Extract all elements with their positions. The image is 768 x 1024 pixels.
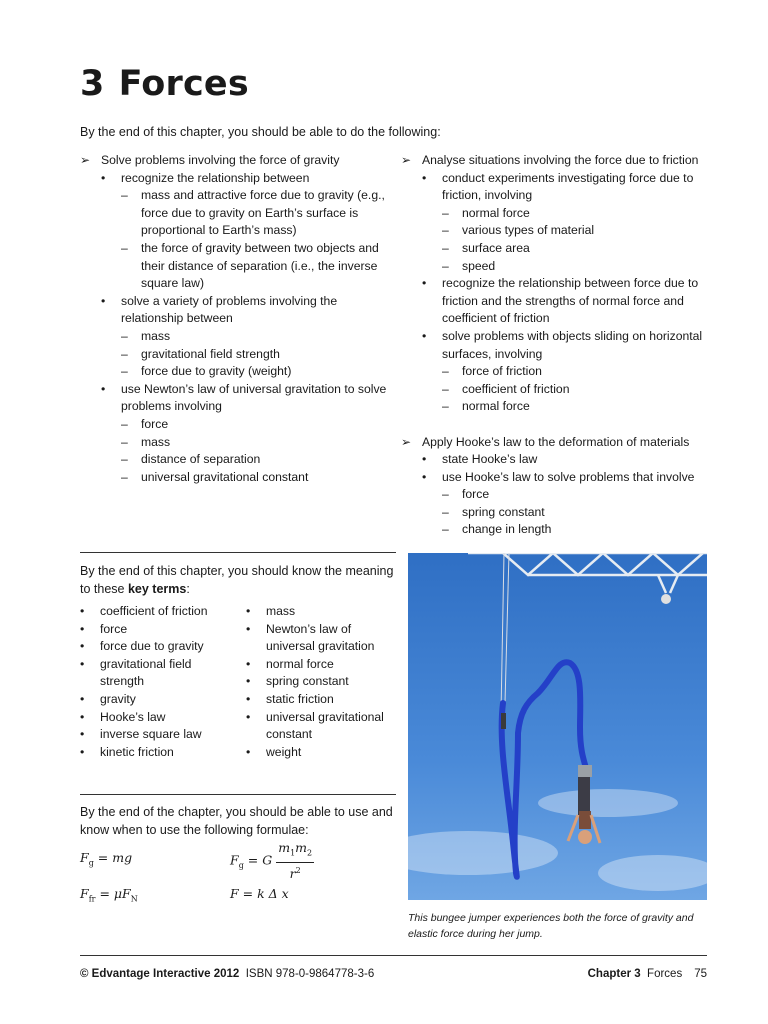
outcome-item	[401, 222, 721, 240]
key-terms-divider	[80, 552, 396, 553]
bullet-marker: •	[101, 170, 106, 185]
bullet-marker: –	[442, 240, 449, 255]
outcome-text: surface area	[462, 240, 530, 255]
formula-friction: $F_{fr} = \mu F_N$	[80, 886, 138, 904]
outcome-item	[401, 328, 721, 346]
bullet-marker: –	[442, 504, 449, 519]
outcome-text: force	[462, 487, 490, 502]
outcome-item	[401, 504, 721, 522]
outcome-text: mass	[141, 434, 171, 449]
bullet-marker: •	[80, 744, 85, 759]
bullet-marker: •	[80, 709, 85, 724]
bullet-marker: –	[121, 328, 128, 343]
outcome-text: gravitational field strength	[141, 346, 280, 361]
bullet-marker: –	[442, 381, 449, 396]
key-term	[80, 726, 240, 744]
bullet-marker: •	[422, 328, 427, 343]
key-term-text: mass	[266, 604, 296, 618]
formulae-intro-line1: By the end of the chapter, you should be able to use and	[80, 805, 393, 819]
bullet-marker: •	[422, 469, 427, 484]
outcome-item	[80, 222, 398, 240]
bullet-marker: •	[422, 452, 427, 467]
footer-chapter	[588, 968, 707, 980]
outcome-text: state Hooke’s law	[442, 452, 538, 467]
outcome-text: force	[141, 416, 169, 431]
bullet-marker: ➢	[80, 153, 91, 167]
learning-outcomes-right	[401, 152, 721, 539]
outcome-text: Analyse situations involving the force due to friction	[422, 153, 699, 167]
bullet-marker: –	[442, 258, 449, 273]
outcome-text: proportional to Earth’s mass)	[141, 223, 297, 238]
outcome-text: force due to gravity (weight)	[141, 364, 292, 379]
outcome-item	[401, 486, 721, 504]
key-term-text: coefficient of friction	[100, 604, 208, 618]
bullet-marker: –	[442, 399, 449, 414]
outcome-item	[401, 240, 721, 258]
outcome-text: speed	[462, 258, 496, 273]
key-terms-intro-line1: By the end of this chapter, you should know the meaning	[80, 564, 394, 578]
bullet-marker: •	[422, 170, 427, 185]
footer-chapter-title: Forces	[647, 968, 683, 980]
bullet-marker: –	[442, 223, 449, 238]
outcome-text: distance of separation	[141, 452, 261, 467]
bullet-marker: •	[246, 674, 251, 689]
outcome-item	[401, 187, 721, 205]
outcome-item	[401, 275, 721, 293]
outcome-text: coefficient of friction	[462, 381, 570, 396]
outcome-text: conduct experiments investigating force due to	[442, 170, 694, 185]
key-term-text: constant	[266, 727, 313, 742]
key-term-text: kinetic friction	[100, 744, 174, 759]
outcome-item	[401, 451, 721, 469]
outcome-text: recognize the relationship between	[121, 170, 310, 185]
formulae-divider	[80, 794, 396, 795]
key-terms-intro	[80, 563, 396, 598]
formulae-intro-line2: know when to use the following formulae:	[80, 822, 309, 837]
key-term	[246, 603, 396, 621]
bullet-marker: •	[246, 621, 251, 636]
key-term	[80, 603, 240, 621]
outcome-item	[401, 469, 721, 487]
bullet-marker: –	[121, 240, 128, 255]
bullet-marker: •	[80, 691, 85, 706]
key-term	[80, 691, 240, 709]
key-term-text: gravitational field	[100, 656, 192, 671]
bullet-marker: –	[121, 346, 128, 361]
key-term	[246, 726, 396, 744]
bullet-marker: •	[80, 727, 85, 742]
footer-publisher	[80, 968, 374, 980]
key-terms-column-1	[80, 603, 240, 761]
chapter-number: 3	[80, 64, 105, 104]
key-terms-intro-line2: to these key terms:	[80, 581, 190, 596]
key-term-text: force due to gravity	[100, 639, 204, 654]
bullet-marker: –	[442, 205, 449, 220]
key-term-text: normal force	[266, 656, 334, 671]
bullet-marker: –	[442, 522, 449, 537]
outcome-item	[80, 205, 398, 223]
footer-isbn: ISBN 978-0-9864778-3-6	[245, 968, 375, 980]
key-term	[246, 691, 396, 709]
outcome-item	[401, 258, 721, 276]
outcome-text: various types of material	[462, 223, 595, 238]
bullet-marker: –	[442, 364, 449, 379]
outcome-item	[80, 293, 398, 311]
outcome-item	[80, 451, 398, 469]
bullet-marker: –	[121, 364, 128, 379]
outcome-text: recognize the relationship between force due to	[442, 276, 699, 291]
outcome-text: use Newton’s law of universal gravitation to solve	[121, 381, 387, 396]
formula-hookes-law: F = k Δ x	[230, 886, 289, 901]
bullet-marker: –	[121, 416, 128, 431]
page-number: 75	[694, 968, 707, 980]
bullet-marker: –	[442, 487, 449, 502]
key-term	[246, 709, 396, 727]
key-term	[80, 638, 240, 656]
key-term-text: inverse square law	[100, 727, 202, 742]
outcome-text: problems involving	[121, 399, 222, 414]
photo-caption: This bungee jumper experiences both the force of gravity and elastic force during her jump.	[408, 912, 694, 940]
key-term	[80, 709, 240, 727]
footer-brand: © Edvantage Interactive 2012	[80, 968, 240, 980]
key-term	[246, 673, 396, 691]
key-term	[80, 673, 240, 691]
gravitation-fraction: $\frac{m_1m_2}{r^2}$	[278, 840, 313, 881]
outcome-text: square law)	[141, 276, 204, 291]
key-term-text: force	[100, 621, 128, 636]
outcome-text: normal force	[462, 205, 530, 220]
bullet-marker: •	[246, 656, 251, 671]
outcome-item	[80, 328, 398, 346]
bullet-marker: •	[246, 709, 251, 724]
bullet-marker: –	[121, 188, 128, 203]
bullet-marker: •	[246, 744, 251, 759]
learning-outcomes-left	[80, 152, 398, 486]
outcome-text: mass and attractive force due to gravity (e.g.,	[141, 188, 385, 203]
outcome-item	[80, 187, 398, 205]
outcome-item	[80, 381, 398, 399]
footer-chapter-label: Chapter 3	[587, 968, 641, 980]
outcome-item	[80, 346, 398, 364]
bullet-marker: ➢	[401, 434, 412, 449]
bullet-marker: •	[246, 604, 251, 618]
bullet-marker: –	[121, 434, 128, 449]
key-term	[246, 621, 396, 639]
outcome-text: use Hooke’s law to solve problems that involve	[442, 469, 695, 484]
key-term	[246, 656, 396, 674]
chapter-name: Forces	[118, 64, 249, 104]
outcome-text: their distance of separation (i.e., the inverse	[141, 258, 378, 273]
outcome-text: change in length	[462, 522, 552, 537]
key-term-text: strength	[100, 674, 145, 689]
key-term-text: static friction	[266, 691, 334, 706]
outcome-item	[401, 346, 721, 364]
outcome-text: the force of gravity between two objects and	[141, 240, 379, 255]
outcome-item	[80, 152, 398, 170]
cord-clamp	[501, 713, 506, 729]
formulae-intro	[80, 804, 396, 839]
outcome-text: solve a variety of problems involving the	[121, 293, 338, 308]
key-term-text: Newton’s law of	[266, 621, 352, 636]
bungee-jumper-photo	[408, 553, 707, 900]
outcome-item	[401, 170, 721, 188]
key-term-text: spring constant	[266, 674, 349, 689]
outcome-text: universal gravitational constant	[141, 469, 309, 484]
bullet-marker: •	[80, 639, 85, 654]
outcome-item	[401, 521, 721, 539]
key-term-text: weight	[266, 744, 302, 759]
outcomes-intro: By the end of this chapter, you should be able to do the following:	[80, 125, 441, 139]
outcome-text: normal force	[462, 399, 530, 414]
outcome-item	[401, 293, 721, 311]
outcome-item	[401, 434, 721, 452]
outcome-text: mass	[141, 328, 171, 343]
bullet-marker: •	[80, 604, 85, 618]
bullet-marker: •	[422, 276, 427, 291]
outcome-item	[80, 416, 398, 434]
outcome-item	[80, 469, 398, 487]
outcome-text: relationship between	[121, 311, 233, 326]
chapter-title	[80, 64, 249, 104]
crane-light	[661, 594, 671, 604]
key-terms-column-2	[246, 603, 396, 761]
key-term-text: Hooke’s law	[100, 709, 166, 724]
outcome-item	[80, 275, 398, 293]
bullet-marker: •	[101, 293, 106, 308]
outcome-item	[80, 240, 398, 258]
outcome-item	[401, 363, 721, 381]
key-term	[246, 744, 396, 762]
outcome-text: surfaces, involving	[442, 346, 543, 361]
outcome-item	[401, 205, 721, 223]
key-terms-label: key terms	[127, 581, 187, 596]
outcome-text: spring constant	[462, 504, 545, 519]
bullet-marker: –	[121, 469, 128, 484]
outcome-item	[80, 310, 398, 328]
outcome-item	[401, 310, 721, 328]
outcome-item	[80, 170, 398, 188]
footer-divider	[80, 955, 707, 956]
key-term-text: gravity	[100, 691, 136, 706]
outcome-item	[401, 152, 721, 170]
bullet-marker: •	[80, 656, 85, 671]
outcome-item	[401, 398, 721, 416]
outcome-text: force due to gravity on Earth’s surface is	[141, 205, 359, 220]
outcome-item	[80, 258, 398, 276]
key-term	[80, 621, 240, 639]
key-term-text: universal gravitational	[266, 709, 384, 724]
outcome-item	[401, 381, 721, 399]
outcome-text: force of friction	[462, 364, 542, 379]
key-term-text: universal gravitation	[266, 639, 375, 654]
bullet-marker: ➢	[401, 153, 412, 167]
outcome-text: coefficient of friction	[442, 311, 550, 326]
outcome-item	[80, 363, 398, 381]
outcome-text: Apply Hooke’s law to the deformation of materials	[422, 434, 690, 449]
outcome-item	[401, 416, 721, 434]
bullet-marker: –	[121, 452, 128, 467]
key-term	[80, 744, 240, 762]
bullet-marker: •	[80, 621, 85, 636]
bullet-marker: •	[101, 381, 106, 396]
formula-universal-gravitation: $F_g = G$ $\frac{m_1m_2}{r^2}$	[230, 840, 313, 881]
outcome-item	[80, 434, 398, 452]
outcome-text: solve problems with objects sliding on horizontal	[442, 328, 703, 343]
key-term	[80, 656, 240, 674]
outcome-text: friction, involving	[442, 188, 533, 203]
outcome-item	[80, 398, 398, 416]
formula-gravity-weight: $F_g$ = mg	[80, 850, 133, 868]
bullet-marker: •	[246, 691, 251, 706]
key-term	[246, 638, 396, 656]
outcome-text: Solve problems involving the force of gravity	[101, 153, 340, 167]
outcome-text: friction and the strengths of normal force and	[442, 293, 684, 308]
